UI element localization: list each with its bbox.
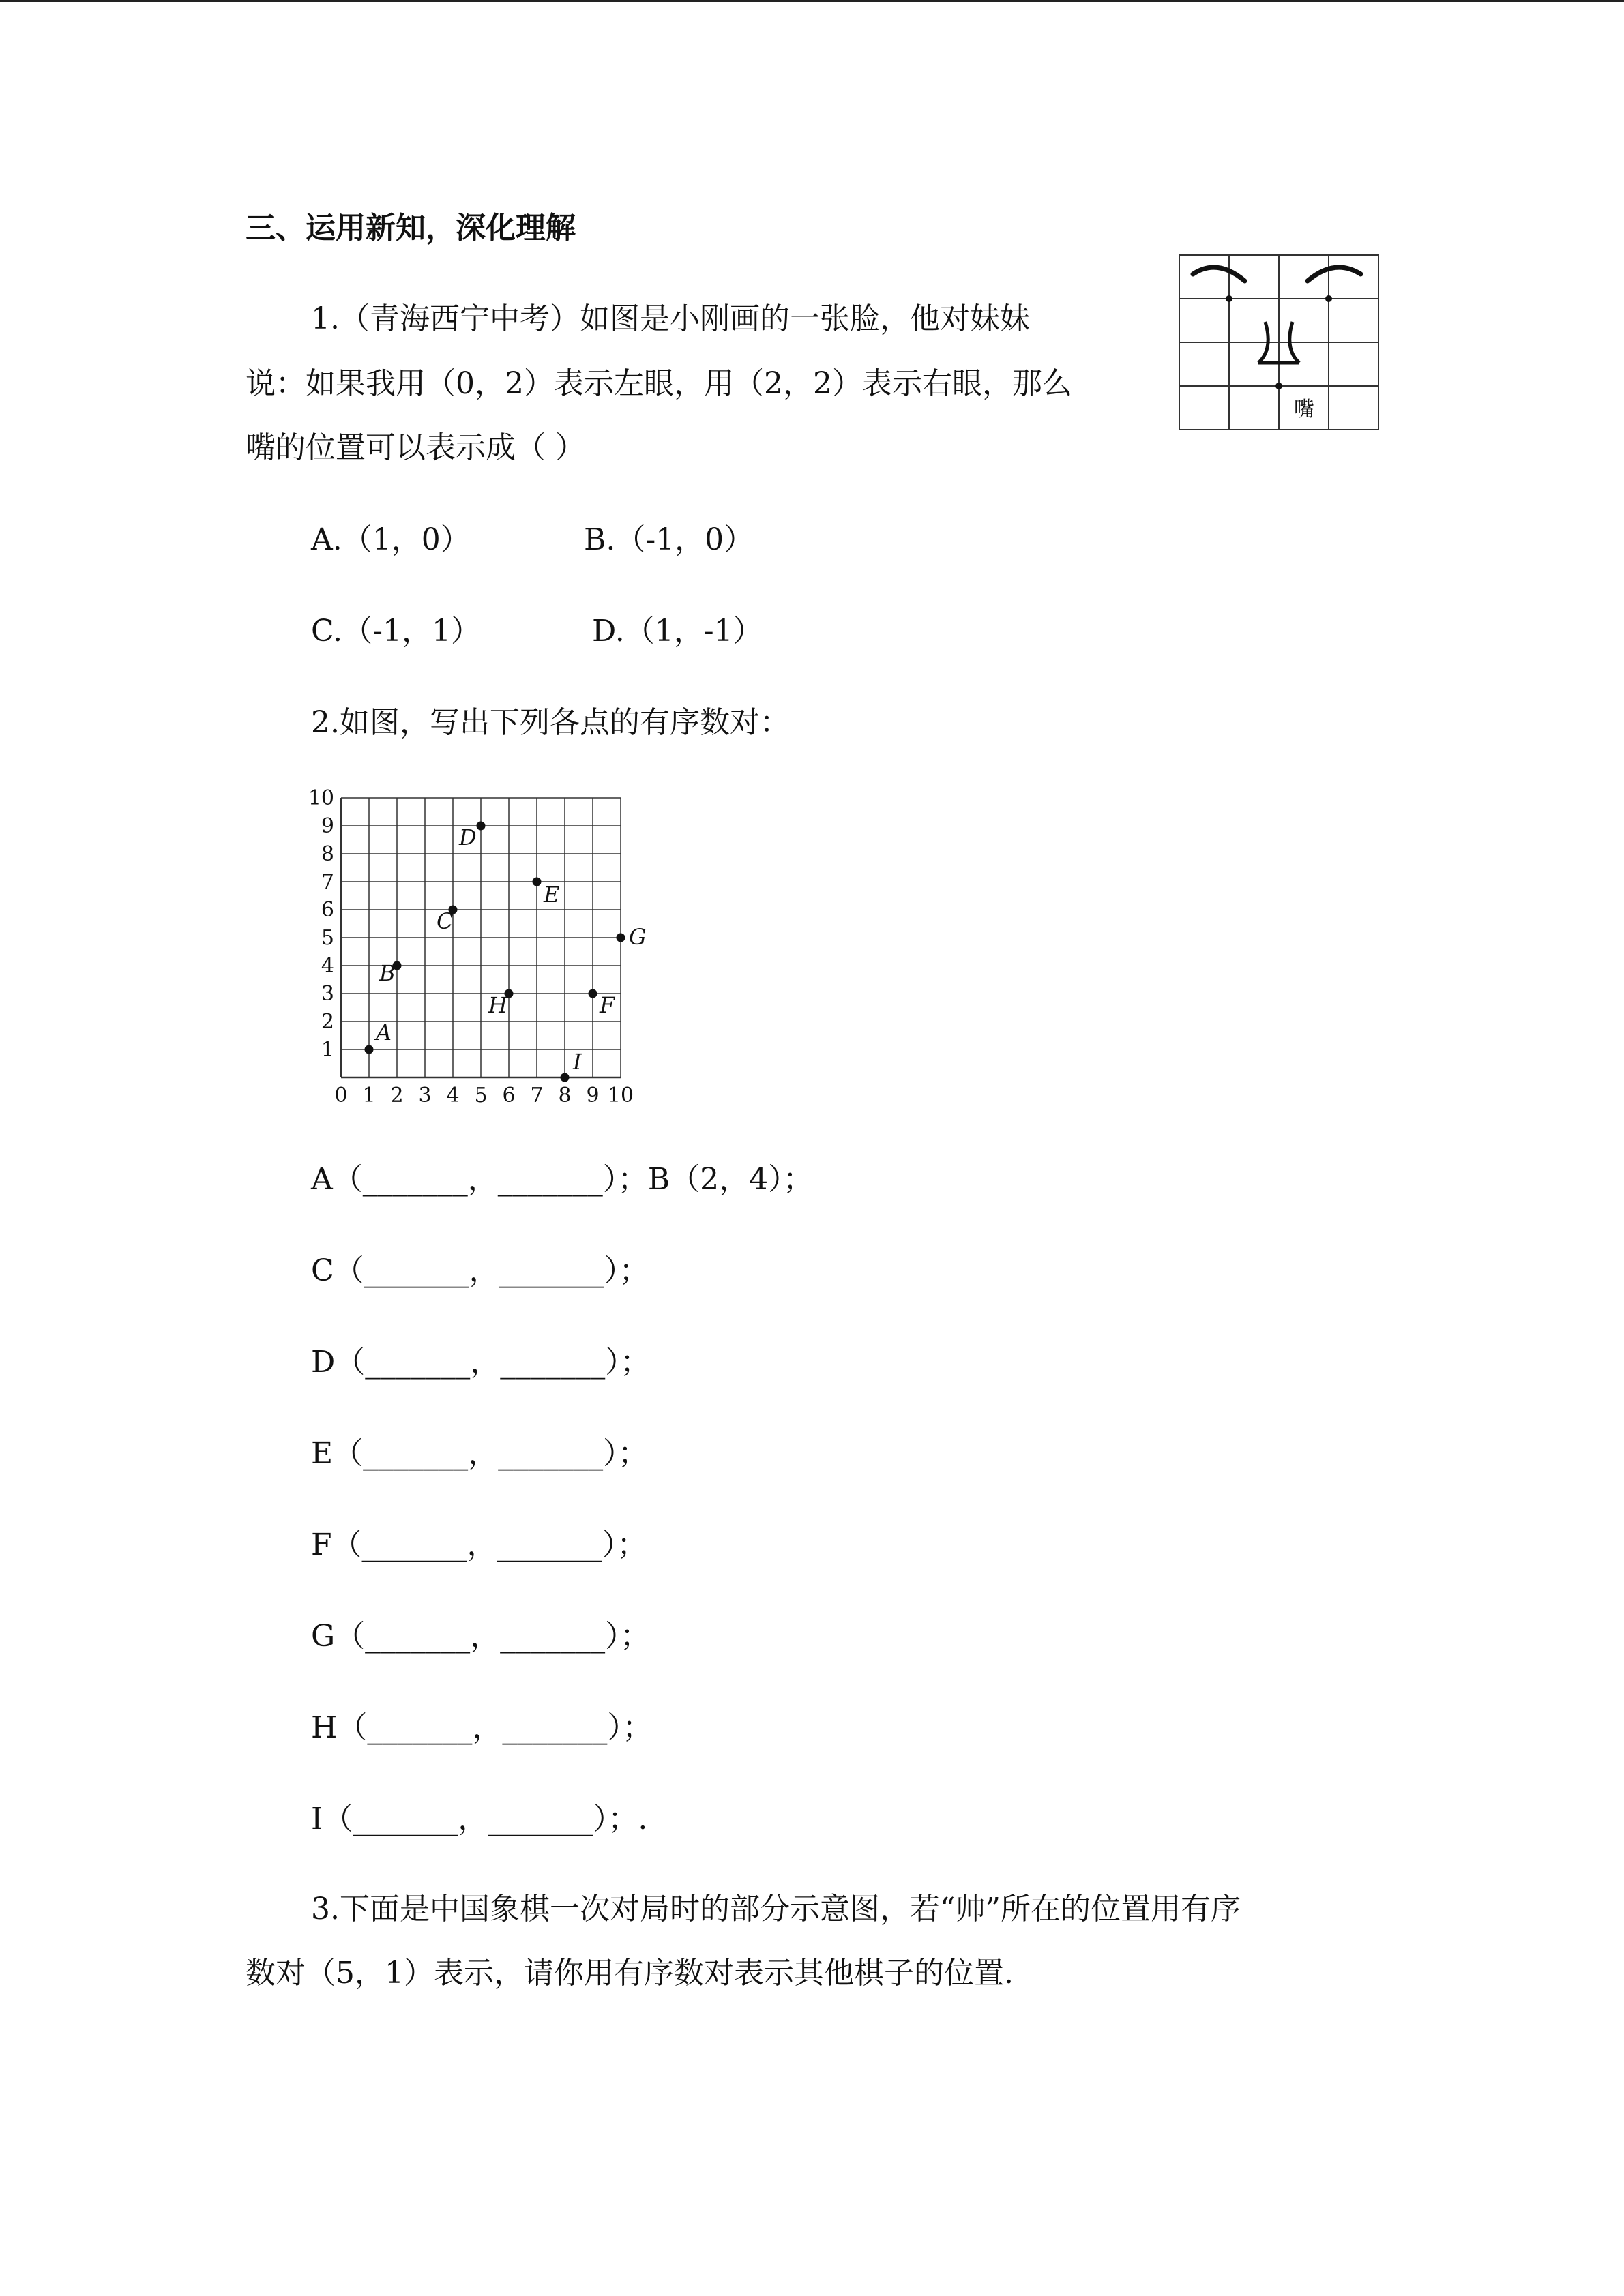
- right-eye-dot: [1325, 295, 1332, 302]
- point-label-f: F: [600, 992, 615, 1018]
- y-tick-label: 4: [321, 954, 334, 978]
- x-tick-label: 3: [418, 1084, 432, 1107]
- x-tick-label: 10: [607, 1084, 634, 1107]
- q3-line2: 数对（5，1）表示，请你用有序数对表示其他棋子的位置.: [246, 1956, 1014, 1991]
- x-tick-label: 8: [558, 1084, 572, 1107]
- answer-e: E（_______，_______）；: [311, 1436, 649, 1471]
- point-label-g: G: [629, 924, 647, 950]
- option-d: D.（1，-1）: [592, 614, 763, 648]
- x-tick-label: 0: [334, 1084, 348, 1107]
- coordinate-grid-chart: [293, 784, 662, 1112]
- answer-d: D（_______，_______）；: [311, 1345, 651, 1380]
- point-label-b: B: [379, 960, 396, 986]
- answer-f: F（_______，_______）；: [311, 1527, 647, 1562]
- point-label-a: A: [376, 1019, 392, 1045]
- x-tick-label: 5: [474, 1084, 488, 1107]
- point-label-i: I: [573, 1049, 582, 1075]
- x-tick-label: 9: [586, 1084, 600, 1107]
- answer-g: G（_______，_______）；: [311, 1619, 651, 1654]
- point-g: [617, 934, 625, 942]
- mouth-label: 嘴: [1294, 398, 1314, 421]
- x-tick-label: 4: [446, 1084, 460, 1107]
- x-tick-label: 7: [530, 1084, 544, 1107]
- y-tick-label: 2: [321, 1010, 334, 1034]
- x-tick-label: 6: [502, 1084, 516, 1107]
- answer-c: C（_______，_______）；: [311, 1253, 649, 1288]
- y-tick-label: 7: [321, 870, 334, 894]
- q1-line3: 嘴的位置可以表示成（ ）: [246, 430, 585, 465]
- q2-prompt: 2.如图，写出下列各点的有序数对：: [311, 705, 790, 740]
- point-e: [533, 878, 542, 886]
- q1-line1: 1.（青海西宁中考）如图是小刚画的一张脸，他对妹妹: [311, 301, 1030, 336]
- q3-line1: 3.下面是中国象棋一次对局时的部分示意图，若“帅”所在的位置用有序: [311, 1892, 1241, 1926]
- point-f: [589, 989, 597, 998]
- answer-a-b: A（_______，_______）；B（2，4）；: [311, 1162, 814, 1197]
- answer-h: H（_______，_______）；: [311, 1710, 653, 1745]
- q1-line2: 说：如果我用（0，2）表示左眼，用（2，2）表示右眼，那么: [246, 366, 1072, 401]
- x-tick-label: 2: [390, 1084, 404, 1107]
- face-grid-figure: [1178, 254, 1381, 432]
- point-d: [477, 822, 486, 831]
- point-label-d: D: [459, 824, 477, 850]
- left-eye-dot: [1226, 295, 1232, 302]
- right-eyebrow: [1308, 267, 1361, 281]
- x-tick-label: 1: [362, 1084, 376, 1107]
- point-label-c: C: [437, 908, 454, 934]
- option-a: A.（1，0）: [311, 522, 471, 557]
- mouth-dot: [1275, 383, 1282, 389]
- option-b: B.（-1，0）: [584, 522, 754, 557]
- answer-i: I（_______，_______）；.: [311, 1802, 648, 1836]
- y-tick-label: 1: [321, 1038, 334, 1062]
- left-eyebrow: [1193, 267, 1245, 281]
- y-tick-label: 10: [308, 786, 334, 810]
- section-title: 三、运用新知，深化理解: [246, 211, 576, 245]
- point-i: [561, 1073, 570, 1082]
- point-label-h: H: [488, 992, 507, 1018]
- y-tick-label: 9: [321, 814, 334, 838]
- y-tick-label: 5: [321, 926, 334, 950]
- y-tick-label: 8: [321, 842, 334, 866]
- point-label-e: E: [544, 882, 560, 908]
- points-layer: [365, 822, 647, 1082]
- y-tick-label: 3: [321, 982, 334, 1006]
- point-a: [365, 1045, 374, 1054]
- page-top-border: [0, 0, 1624, 2]
- option-c: C.（-1，1）: [311, 614, 481, 648]
- y-tick-label: 6: [321, 898, 334, 922]
